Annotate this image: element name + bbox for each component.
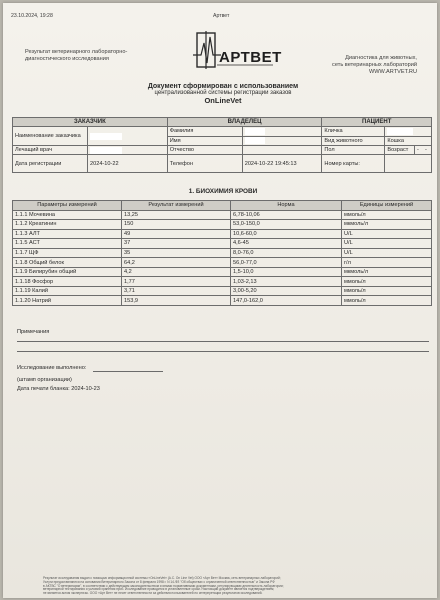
value-age-dash1: - [416, 147, 419, 154]
result-unit: ммоль/л [342, 210, 432, 220]
label-sex: Пол [322, 145, 385, 154]
info-row-4 [13, 155, 432, 173]
results-table [12, 200, 432, 306]
result-row [13, 277, 432, 287]
label-surname: Фамилия [167, 127, 242, 136]
result-value: 4,2 [122, 267, 231, 277]
footer-disclaimer [43, 577, 413, 596]
info-col-patient: ПАЦИЕНТ [322, 118, 432, 127]
results-header-result: Результат измерений [122, 201, 231, 211]
result-norm: 56,0-77,0 [231, 258, 342, 268]
info-col-owner: ВЛАДЕЛЕЦ [167, 118, 322, 127]
redacted-block [90, 133, 122, 140]
label-card-number: Номер карты: [322, 155, 385, 173]
result-unit: г/л [342, 258, 432, 268]
remarks-line [17, 341, 429, 342]
document-page [3, 3, 437, 598]
performed-line [93, 371, 163, 372]
redacted-block [245, 128, 265, 135]
header-left-text: Результат ветеринарного лабораторно-диагностического исследования [25, 49, 128, 62]
redacted-block [245, 137, 265, 144]
print-datetime: 23.10.2024, 19:28 [11, 13, 53, 19]
result-unit: U/L [342, 239, 432, 249]
result-param: 1.1.18 Фосфор [13, 277, 122, 287]
result-norm: 8,0-76,0 [231, 248, 342, 258]
result-norm: 1,5-10,0 [231, 267, 342, 277]
result-norm: 3,00-5,20 [231, 286, 342, 296]
footer-line3: в АКТВС "О ветеринарии", в соответствии с действующим законодательством и иными нормативными документами, регулирующими деятельность лаборатории; [43, 583, 284, 588]
footer-line5: не является актом экспертизы. ООО «Арт Вет» не несет ответственности за действия пользователей по интерпретации результатов исследований. [43, 591, 263, 596]
result-row [13, 258, 432, 268]
result-unit: ммоль/л [342, 286, 432, 296]
footer-line4: ветеринарной тестирования и условий хранения проб. Исследование проводится в установленные сроки. Настоящий документ является подтверждением; [43, 587, 275, 592]
info-row-1 [13, 127, 432, 136]
result-value: 13,25 [122, 210, 231, 220]
value-reg-date: 2024-10-22 [88, 155, 168, 173]
document-title [83, 83, 363, 105]
result-param: 1.1.2 Креатинин [13, 220, 122, 230]
value-age [414, 145, 431, 154]
label-age: Возраст [385, 145, 415, 154]
result-param: 1.1.8 Общий белок [13, 258, 122, 268]
label-species: Вид животного [322, 136, 385, 145]
label-first-name: Имя [167, 136, 242, 145]
result-value: 1,77 [122, 277, 231, 287]
performed-label: Исследование выполнено: [17, 365, 87, 371]
header-right-line2: сеть ветеринарных лабораторий [332, 62, 417, 68]
result-unit: ммоль/л [342, 277, 432, 287]
title-line3: OnLineVet [204, 96, 242, 105]
result-unit: мкмоль/л [342, 220, 432, 230]
label-phone: Телефон [167, 155, 242, 173]
info-row-3 [13, 145, 432, 154]
result-value: 153,9 [122, 296, 231, 306]
result-norm: 4,6-45 [231, 239, 342, 249]
results-header-row [13, 201, 432, 211]
result-param: 1.1.9 Билирубин общий [13, 267, 122, 277]
redacted-block [387, 128, 413, 135]
label-pet-name: Кличка [322, 127, 385, 136]
result-unit: ммоль/л [342, 296, 432, 306]
value-patronymic [242, 145, 322, 154]
value-doctor [88, 145, 168, 154]
results-header-units: Единицы измерений [342, 201, 432, 211]
value-age-dash2: - [425, 147, 427, 154]
label-customer-name: Наименование заказчика [13, 127, 88, 146]
print-page-title: Артвет [213, 13, 230, 19]
redacted-block [90, 147, 122, 154]
result-unit: мкмоль/л [342, 267, 432, 277]
result-value: 150 [122, 220, 231, 230]
results-body [13, 210, 432, 305]
info-table [12, 117, 432, 173]
result-row [13, 267, 432, 277]
header-right-block [267, 55, 417, 76]
result-row [13, 220, 432, 230]
stamp-label: (штамп организации) [17, 377, 72, 383]
value-first-name [242, 136, 322, 145]
artvet-logo [191, 29, 282, 73]
info-col-customer: ЗАКАЗЧИК [13, 118, 168, 127]
result-norm: 147,0-162,0 [231, 296, 342, 306]
section-title: 1. БИОХИМИЯ КРОВИ [188, 188, 258, 195]
footer-line2: Услуги предоставляются на основании Ветеринарного Закона от 8 февраля 1998 г. N 14-ФЗ "Об обществах с ограниченной ответственностью" и Закона РФ [43, 579, 275, 584]
header-right-line1: Диагностика для животных, [345, 55, 417, 61]
value-card-number [385, 155, 432, 173]
label-doctor: Лечащий врач [13, 145, 88, 154]
result-row [13, 296, 432, 306]
info-header-row [13, 118, 432, 127]
result-norm: 10,6-60,0 [231, 229, 342, 239]
value-pet-name [385, 127, 432, 136]
value-surname [242, 127, 322, 136]
result-param: 1.1.5 АСТ [13, 239, 122, 249]
result-param: 1.1.3 АЛТ [13, 229, 122, 239]
result-value: 37 [122, 239, 231, 249]
remarks-label: Примечания [17, 329, 50, 335]
print-date: Дата печати бланка: 2024-10-23 [17, 386, 100, 392]
result-row [13, 248, 432, 258]
results-header-norm: Норма [231, 201, 342, 211]
result-value: 35 [122, 248, 231, 258]
remarks-line-2 [17, 351, 429, 352]
title-line1: Документ сформирован с использованием [147, 83, 299, 90]
result-param: 1.1.1 Мочевина [13, 210, 122, 220]
result-value: 3,71 [122, 286, 231, 296]
result-param: 1.1.7 ЩФ [13, 248, 122, 258]
footer-line1: Результат исследования выдан с помощью информационной системы «OnLineVet» (А.С. On Line Vet) ООО «Арт Вет» Москва, сеть ветеринарных лабораторий; [43, 576, 281, 580]
result-row [13, 286, 432, 296]
result-unit: U/L [342, 248, 432, 258]
title-line2: централизованной системы регистрации заказов [154, 90, 292, 96]
logo-text: АРТВЕТ [219, 49, 282, 66]
result-row [13, 239, 432, 249]
result-row [13, 210, 432, 220]
value-species: Кошка [385, 136, 432, 145]
result-norm: 6,78-10,06 [231, 210, 342, 220]
result-param: 1.1.19 Калий [13, 286, 122, 296]
value-customer-name [88, 127, 168, 146]
label-patronymic: Отчество [167, 145, 242, 154]
result-unit: U/L [342, 229, 432, 239]
result-norm: 53,0-150,0 [231, 220, 342, 230]
result-param: 1.1.20 Натрий [13, 296, 122, 306]
header-website: WWW.ARTVET.RU [368, 69, 417, 75]
result-value: 64,2 [122, 258, 231, 268]
label-reg-date: Дата регистрации [13, 155, 88, 173]
results-header-param: Параметры измерений [13, 201, 122, 211]
value-phone: 2024-10-22 19:45:13 [242, 155, 322, 173]
result-value: 49 [122, 229, 231, 239]
result-norm: 1,03-2,13 [231, 277, 342, 287]
result-row [13, 229, 432, 239]
